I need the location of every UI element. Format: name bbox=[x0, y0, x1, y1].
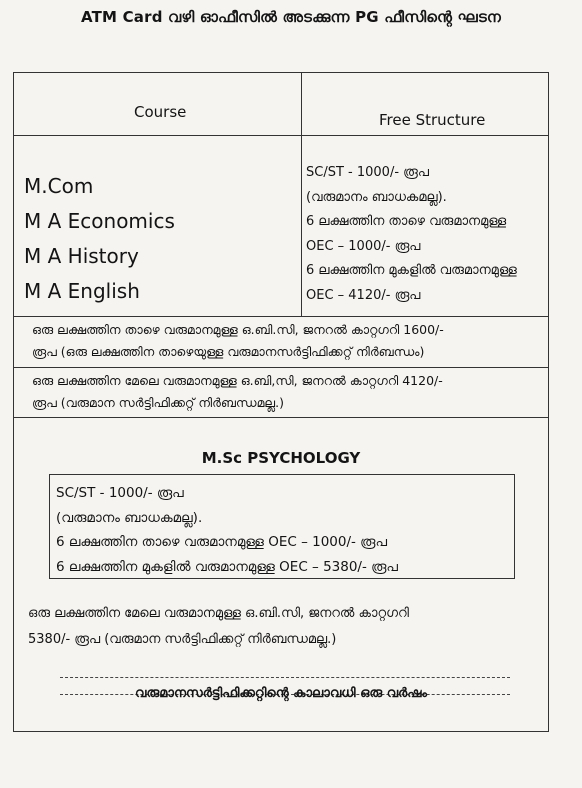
dashed-divider bbox=[60, 677, 510, 678]
psychology-fee-line: 6 ലക്ഷത്തിന താഴെ വരുമാനമുള്ള OEC – 1000/- രൂപ bbox=[56, 534, 387, 550]
course-item: M.Com bbox=[24, 174, 94, 198]
row-divider bbox=[14, 417, 548, 418]
psychology-obc-note: ഒരു ലക്ഷത്തിന മേലെ വരുമാനമുള്ള ഒ.ബി.സി, ജനറൽ കാറ്റഗറി 5380/- രൂപ (വരുമാന സർട്ടിഫിക്കറ്റ് നിർബന്ധമല്ല.) bbox=[28, 606, 409, 647]
column-divider bbox=[301, 73, 302, 316]
psychology-fee-line: (വരുമാനം ബാധകമല്ല). bbox=[56, 509, 203, 526]
fee-line: 6 ലക്ഷത്തിന താഴെ വരുമാനമുള്ള bbox=[306, 214, 507, 229]
fee-line: (വരുമാനം ബാധകമല്ല). bbox=[306, 189, 447, 205]
page-title: ATM Card വഴി ഓഫീസിൽ അടക്കുന്ന PG ഫീസിന്റെ ഘടന bbox=[80, 8, 502, 26]
fee-line: OEC – 4120/- രൂപ bbox=[306, 287, 421, 303]
psychology-fee-line: 6 ലക്ഷത്തിന മുകളിൽ വരുമാനമുള്ള OEC – 5380/- രൂപ bbox=[56, 558, 398, 575]
course-item: M A Economics bbox=[24, 209, 175, 233]
fee-structure-table bbox=[13, 72, 549, 732]
course-list bbox=[24, 169, 175, 309]
course-column-header: Course bbox=[134, 103, 187, 121]
fee-list bbox=[306, 161, 517, 308]
psychology-fee-line: SC/ST - 1000/- രൂപ bbox=[56, 485, 184, 501]
header-divider bbox=[14, 135, 548, 136]
fee-line: 6 ലക്ഷത്തിന മുകളിൽ വരുമാനമുള്ള bbox=[306, 263, 517, 278]
psychology-title: M.Sc PSYCHOLOGY bbox=[201, 449, 361, 467]
psychology-fee-box bbox=[49, 474, 515, 579]
fee-column-header: Free Structure bbox=[379, 111, 486, 129]
obc-note-below-1-lakh: ഒരു ലക്ഷത്തിന താഴെ വരുമാനമുള്ള ഒ.ബി.സി, ജനറൽ കാറ്റഗറി 1600/- രൂപ (ഒരു ലക്ഷത്തിന താഴെയുള്ള വരുമാനസർട്ടിഫിക്കറ്റ് നിർബന്ധം) bbox=[32, 322, 444, 359]
course-item: M A English bbox=[24, 279, 140, 303]
fee-line: SC/ST - 1000/- രൂപ bbox=[306, 165, 429, 180]
course-item: M A History bbox=[24, 244, 139, 268]
row-divider bbox=[14, 367, 548, 368]
row-divider bbox=[14, 316, 548, 317]
certificate-validity-note: വരുമാനസർട്ടിഫിക്കറ്റിന്റെ കാലാവധി ഒരു വർഷം bbox=[135, 686, 427, 701]
obc-note-above-1-lakh: ഒരു ലക്ഷത്തിന മേലെ വരുമാനമുള്ള ഒ.ബി,സി, ജനറൽ കാറ്റഗറി 4120/- രൂപ (വരുമാന സർട്ടിഫിക്കറ്റ് നിർബന്ധമല്ല.) bbox=[32, 373, 443, 410]
fee-line: OEC – 1000/- രൂപ bbox=[306, 238, 421, 254]
